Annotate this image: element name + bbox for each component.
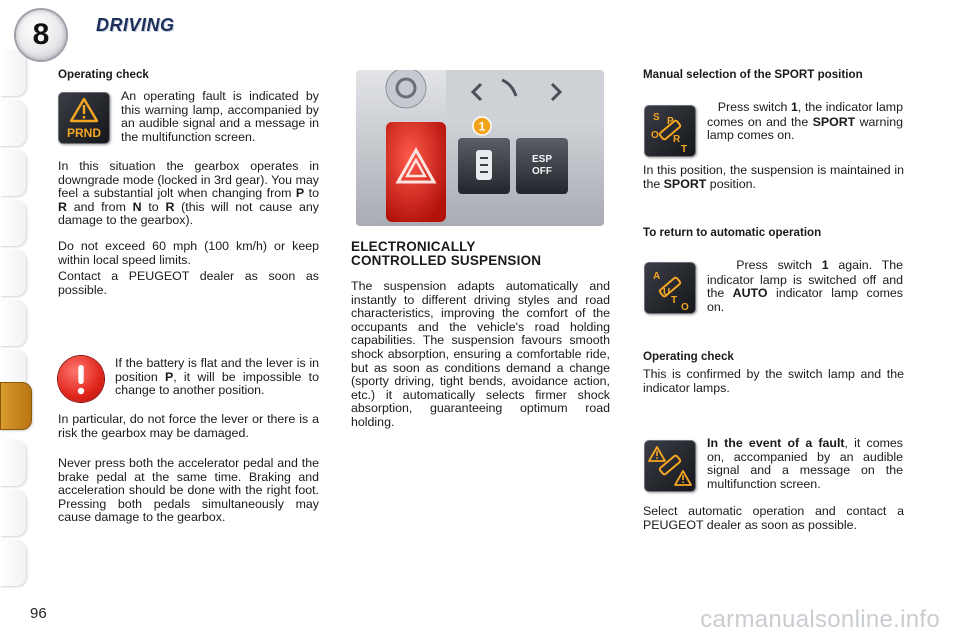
- exclamation-icon: [58, 356, 104, 402]
- sport-press-instruction: Press switch 1, the indicator lamp comes on and the SPORT warning lamp comes on.: [707, 100, 904, 143]
- chapter-tab[interactable]: [0, 440, 26, 486]
- suspension-heading-line1: ELECTRONICALLY: [351, 239, 476, 254]
- dashboard-switch-photo: [356, 70, 604, 226]
- chapter-title: DRIVING: [96, 15, 175, 35]
- sport-letter-t: T: [681, 144, 688, 155]
- chapter-tab[interactable]: [0, 300, 26, 346]
- right-operating-check-heading: Operating check: [643, 350, 734, 363]
- chapter-tab[interactable]: [0, 540, 26, 586]
- speed-paragraph: Do not exceed 60 mph (100 km/h) or keep within local speed limits.: [58, 239, 319, 267]
- auto-indicator-icon: [644, 262, 696, 314]
- esp-label-bottom: OFF: [532, 166, 552, 177]
- suspension-fault-icon: [644, 440, 696, 492]
- sport-letter-r: R: [673, 134, 681, 145]
- chapter-tabs: [0, 50, 34, 590]
- auto-letter-o: O: [681, 302, 689, 313]
- chapter-tab[interactable]: [0, 150, 26, 196]
- sport-letter-o: O: [651, 130, 659, 141]
- suspension-heading-line2: CONTROLLED SUSPENSION: [351, 253, 542, 268]
- prnd-warning-icon: [58, 92, 110, 144]
- watermark: carmanualsonline.info: [700, 606, 940, 633]
- sport-letter-p: P: [667, 116, 674, 127]
- chapter-tab[interactable]: [0, 100, 26, 146]
- sport-indicator-icon: [644, 105, 696, 157]
- chapter-tab[interactable]: [0, 490, 26, 536]
- auto-press-instruction: Press switch 1 again. The indicator lamp is switched off and the AUTO indicator lamp comes on.: [707, 258, 904, 314]
- prnd-icon-label: PRND: [66, 126, 102, 140]
- select-automatic-paragraph: Select automatic operation and contact a PEUGEOT dealer as soon as possible.: [643, 504, 904, 532]
- photo-callout-number: 1: [478, 119, 486, 134]
- fault-event-paragraph: In the event of a fault, it comes on, accompanied by an audible signal and a message on the multifunction screen.: [707, 436, 903, 491]
- auto-letter-t: T: [671, 295, 678, 306]
- sport-letter-s: S: [653, 112, 660, 123]
- page-number: 96: [30, 605, 47, 622]
- chapter-badge: [16, 10, 66, 60]
- sport-position-paragraph: In this position, the suspension is maintained in the SPORT position.: [643, 163, 904, 191]
- auto-letter-a: A: [653, 271, 661, 282]
- contact-paragraph: Contact a PEUGEOT dealer as soon as possible.: [58, 269, 319, 297]
- chapter-number: 8: [32, 18, 50, 51]
- chapter-tab[interactable]: [0, 250, 26, 296]
- operating-check-heading: Operating check: [58, 68, 149, 81]
- chapter-tab[interactable]: [0, 200, 26, 246]
- esp-label-top: ESP: [531, 154, 553, 165]
- lever-paragraph: In particular, do not force the lever or there is a risk the gearbox may be damaged.: [58, 412, 319, 440]
- pedal-paragraph: Never press both the accelerator pedal and the brake pedal at the same time. Braking and acceleration should be done with the right foot. Pressing both pedals simultaneously may cause damage to the gearbox.: [58, 456, 319, 525]
- sport-selection-heading: Manual selection of the SPORT position: [643, 68, 863, 81]
- operating-check-paragraph: This is confirmed by the switch lamp and the indicator lamps.: [643, 367, 904, 395]
- chapter-tab-active[interactable]: [0, 382, 32, 430]
- suspension-body: The suspension adapts automatically and instantly to different driving styles and road characteristics, improving the comfort of the occupants and the vehicle's road holding capabilities. The suspension favours smooth shock absorption, ensuring a comfortable ride, but as soon as conditions demand a change (sporty driving, tight bends, avoidance action, etc.) it automatically selects firmer shock absorption, guaranteeing optimum road holding.: [351, 279, 610, 429]
- return-automatic-heading: To return to automatic operation: [643, 226, 822, 239]
- fault-paragraph: An operating fault is indicated by this warning lamp, accompanied by an audible signal and a message in the multifunction screen.: [121, 89, 319, 144]
- auto-letter-u: U: [663, 287, 671, 298]
- battery-paragraph: If the battery is flat and the lever is in position P, it will be impossible to change to another position.: [115, 356, 319, 398]
- downgrade-paragraph: In this situation the gearbox operates in downgrade mode (locked in 3rd gear). You may feel a substantial jolt when changing from P to R and from N to R (this will not cause any damage to the gearbox).: [58, 159, 319, 228]
